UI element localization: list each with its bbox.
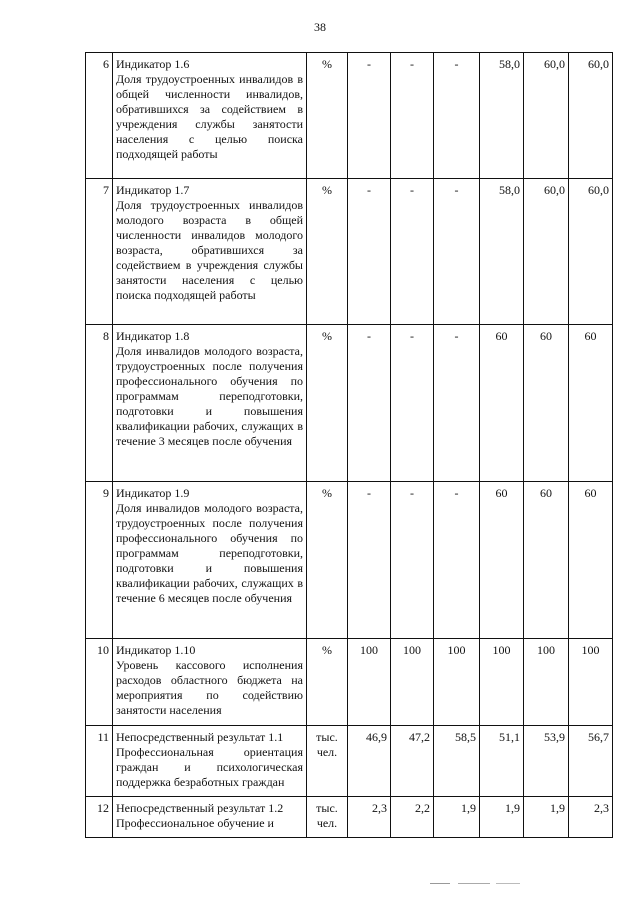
value-cell: 100 bbox=[391, 639, 434, 726]
value-cell: 60,0 bbox=[524, 53, 569, 179]
indicator-name-cell bbox=[113, 482, 307, 639]
value-cell: - bbox=[348, 179, 391, 325]
unit-cell: % bbox=[307, 53, 348, 179]
row-number: 6 bbox=[86, 53, 113, 179]
indicator-description: Доля инвалидов молодого возраста, трудоустроенных после получения профессионального обучения по программам переподготовки, подготовки и повышения квалификации рабочих, служащих в течение 6 месяцев после обучения bbox=[116, 501, 303, 605]
value-cell: - bbox=[434, 482, 480, 639]
value-cell: 60,0 bbox=[524, 179, 569, 325]
indicator-label: Индикатор 1.6 bbox=[116, 57, 190, 71]
row-number: 11 bbox=[86, 726, 113, 797]
unit-cell: % bbox=[307, 325, 348, 482]
value-cell: 60,0 bbox=[569, 53, 613, 179]
value-cell: 60 bbox=[569, 482, 613, 639]
value-cell: 60 bbox=[569, 325, 613, 482]
row-number: 12 bbox=[86, 797, 113, 838]
value-cell: 100 bbox=[480, 639, 524, 726]
unit-cell: тыс. чел. bbox=[307, 797, 348, 838]
value-cell: - bbox=[391, 179, 434, 325]
indicator-description: Доля трудоустроенных инвалидов в общей численности инвалидов, обратившихся за содействием в учреждения службы занятости населения с целью поиска подходящей работы bbox=[116, 72, 303, 161]
indicator-description: Доля трудоустроенных инвалидов молодого возраста в общей численности инвалидов молодого возраста, обратившихся за содействием в учреждения службы занятости населения с целью поиска подходящей работы bbox=[116, 198, 303, 302]
indicator-description: Профессиональное обучение и bbox=[116, 816, 274, 830]
page-number: 38 bbox=[314, 20, 326, 34]
value-cell: - bbox=[391, 325, 434, 482]
table-row bbox=[86, 797, 613, 838]
value-cell: 100 bbox=[569, 639, 613, 726]
value-cell: 51,1 bbox=[480, 726, 524, 797]
value-cell: - bbox=[348, 53, 391, 179]
value-cell: - bbox=[434, 325, 480, 482]
value-cell: 47,2 bbox=[391, 726, 434, 797]
value-cell: 58,0 bbox=[480, 179, 524, 325]
indicators-table bbox=[85, 52, 613, 838]
table-row bbox=[86, 179, 613, 325]
value-cell: 60 bbox=[480, 482, 524, 639]
indicator-name-cell bbox=[113, 639, 307, 726]
indicator-label: Непосредственный результат 1.1 bbox=[116, 730, 284, 744]
value-cell: 1,9 bbox=[434, 797, 480, 838]
value-cell: - bbox=[391, 53, 434, 179]
value-cell: 58,5 bbox=[434, 726, 480, 797]
value-cell: 60,0 bbox=[569, 179, 613, 325]
indicator-description: Доля инвалидов молодого возраста, трудоустроенных после получения профессионального обучения по программам переподготовки, подготовки и повышения квалификации рабочих, служащих в течение 3 месяцев после обучения bbox=[116, 344, 303, 448]
indicator-name-cell bbox=[113, 797, 307, 838]
indicator-name-cell bbox=[113, 325, 307, 482]
value-cell: 58,0 bbox=[480, 53, 524, 179]
value-cell: 100 bbox=[348, 639, 391, 726]
table-row bbox=[86, 325, 613, 482]
value-cell: 2,2 bbox=[391, 797, 434, 838]
table-row bbox=[86, 726, 613, 797]
value-cell: 60 bbox=[480, 325, 524, 482]
value-cell: 1,9 bbox=[524, 797, 569, 838]
indicator-label: Индикатор 1.10 bbox=[116, 643, 196, 657]
indicator-name-cell bbox=[113, 179, 307, 325]
value-cell: - bbox=[348, 325, 391, 482]
value-cell: 60 bbox=[524, 482, 569, 639]
indicator-name-cell bbox=[113, 53, 307, 179]
indicator-label: Непосредственный результат 1.2 bbox=[116, 801, 284, 815]
row-number: 10 bbox=[86, 639, 113, 726]
row-number: 9 bbox=[86, 482, 113, 639]
value-cell: 60 bbox=[524, 325, 569, 482]
indicator-description: Профессиональная ориентация граждан и психологическая поддержка безработных граждан bbox=[116, 745, 303, 789]
value-cell: 2,3 bbox=[348, 797, 391, 838]
table-row bbox=[86, 482, 613, 639]
unit-cell: % bbox=[307, 179, 348, 325]
value-cell: - bbox=[434, 53, 480, 179]
value-cell: - bbox=[348, 482, 391, 639]
unit-cell: тыс. чел. bbox=[307, 726, 348, 797]
value-cell: 53,9 bbox=[524, 726, 569, 797]
row-number: 7 bbox=[86, 179, 113, 325]
table-row bbox=[86, 53, 613, 179]
value-cell: - bbox=[391, 482, 434, 639]
table-row bbox=[86, 639, 613, 726]
row-number: 8 bbox=[86, 325, 113, 482]
value-cell: 56,7 bbox=[569, 726, 613, 797]
unit-cell: % bbox=[307, 482, 348, 639]
indicator-name-cell bbox=[113, 726, 307, 797]
indicator-description: Уровень кассового исполнения расходов областного бюджета на мероприятия по содействию занятости населения bbox=[116, 658, 303, 717]
indicator-label: Индикатор 1.7 bbox=[116, 183, 190, 197]
value-cell: 1,9 bbox=[480, 797, 524, 838]
value-cell: 46,9 bbox=[348, 726, 391, 797]
value-cell: 2,3 bbox=[569, 797, 613, 838]
scan-artifact bbox=[430, 882, 520, 885]
unit-cell: % bbox=[307, 639, 348, 726]
value-cell: 100 bbox=[524, 639, 569, 726]
indicator-label: Индикатор 1.8 bbox=[116, 329, 190, 343]
value-cell: 100 bbox=[434, 639, 480, 726]
value-cell: - bbox=[434, 179, 480, 325]
indicator-label: Индикатор 1.9 bbox=[116, 486, 190, 500]
